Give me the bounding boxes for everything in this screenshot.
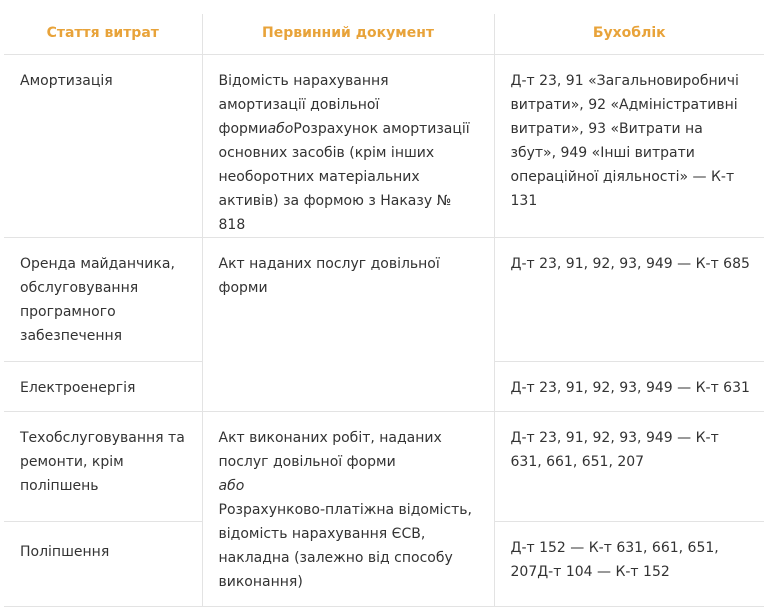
expense-cell: Електроенергія [4,361,202,411]
page [0,14,774,599]
header-document: Первинний документ [202,14,494,54]
expense-cell: Техобслуговування та ремонти, крім поліпшень [4,411,202,521]
document-text: Розрахунок амортизації основних засобів (крім інших необоротних матеріальних активів) за формою з Наказу № 818 [218,120,470,233]
header-accounting: Бухоблік [494,14,764,54]
expense-cell: Амортизація [4,54,202,237]
accounting-cell: Д-т 23, 91, 92, 93, 949 — К-т 685 [494,237,764,361]
accounting-cell: Д-т 23, 91, 92, 93, 949 — К-т 631 [494,361,764,411]
expense-cell: Оренда майданчика, обслуговування програмного забезпечення [4,237,202,361]
document-cell [202,54,494,237]
expense-cell: Поліпшення [4,521,202,606]
accounting-cell: Д-т 152 — К-т 631, 661, 651, 207Д-т 104 — К-т 152 [494,521,764,606]
document-text: Розрахунково-платіжна відомість, відомість нарахування ЄСВ, накладна (залежно від способу виконання) [218,501,472,590]
expense-table [4,14,764,607]
document-text: Відомість нарахування амортизації довільної форми [218,72,389,137]
document-text: Акт виконаних робіт, наданих послуг довільної форми [218,429,442,470]
table-header-row [4,14,764,54]
table-row [4,54,764,237]
accounting-cell: Д-т 23, 91, 92, 93, 949 — К-т 631, 661, 651, 207 [494,411,764,521]
document-or: або [267,120,294,137]
table-row [4,237,764,361]
header-expense: Стаття витрат [4,14,202,54]
document-or: або [218,477,245,494]
table-row [4,411,764,521]
accounting-cell: Д-т 23, 91 «Загальновиробничі витрати», 92 «Адміністративні витрати», 93 «Витрати на збут», 949 «Інші витрати операційної діяльності» — К-т 131 [494,54,764,237]
document-cell: Акт наданих послуг довільної форми [202,237,494,411]
document-cell [202,411,494,606]
